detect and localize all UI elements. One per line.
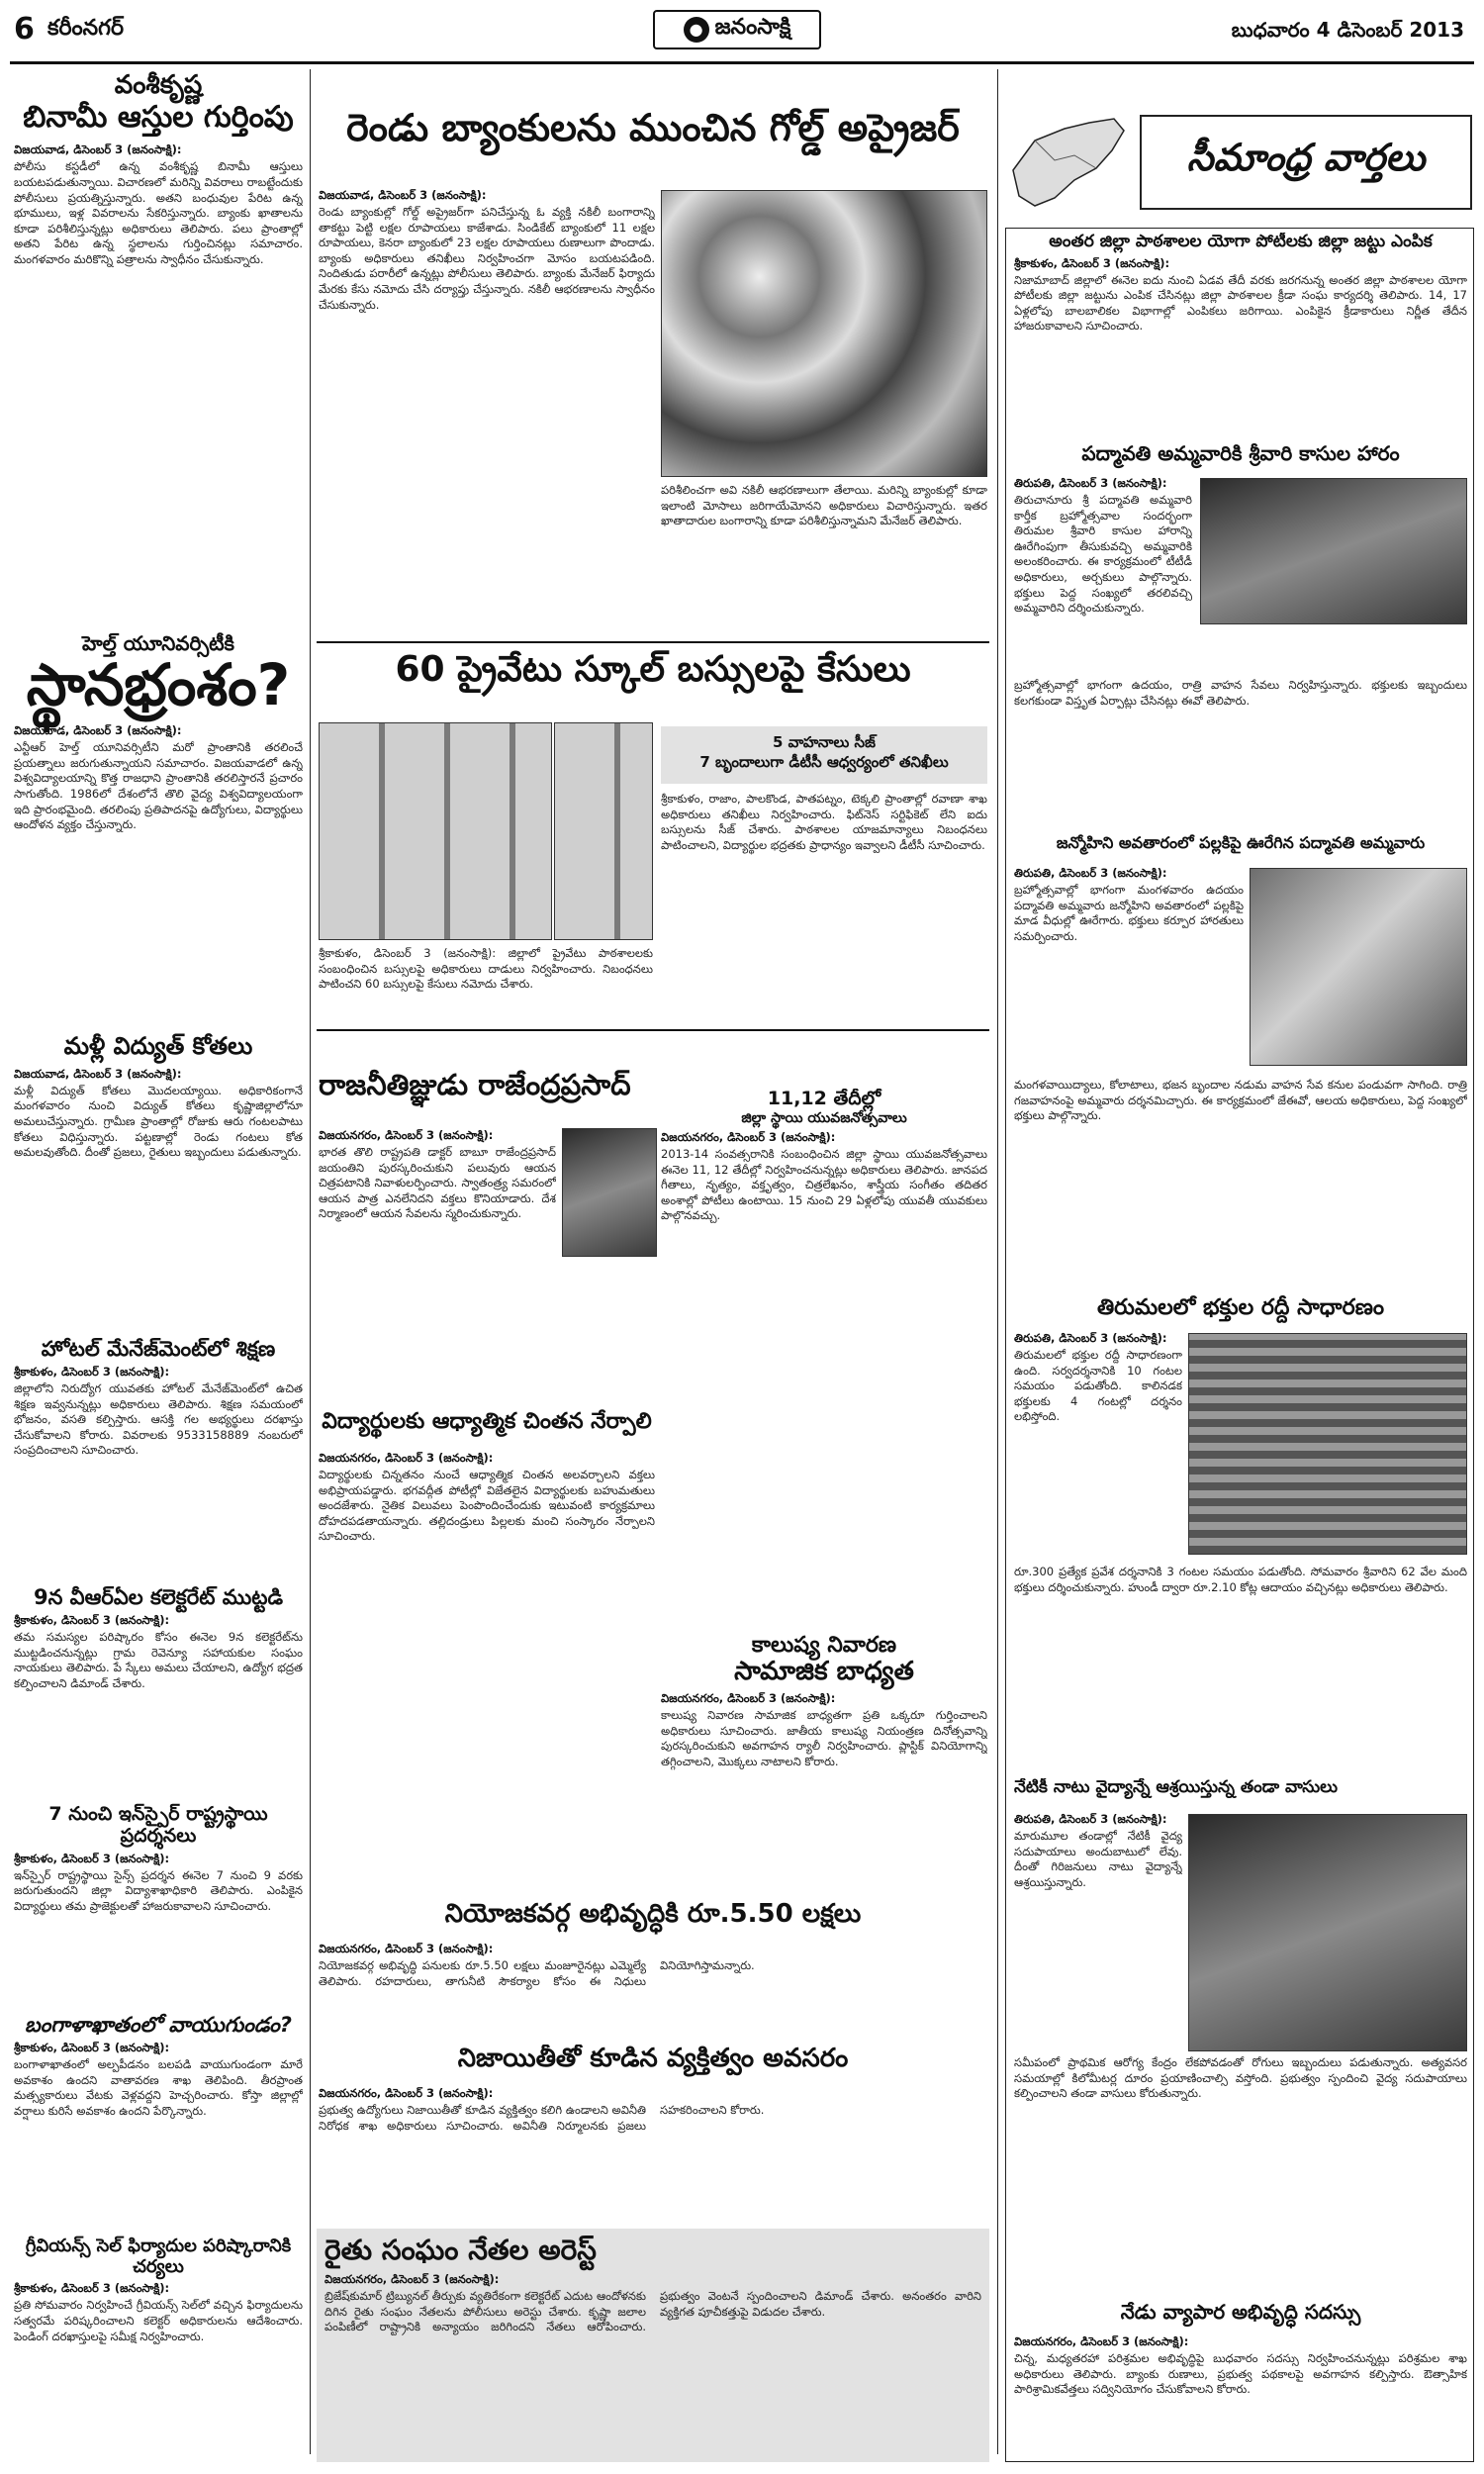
article-body: పరిశీలించగా అవి నకిలీ ఆభరణాలుగా తేలాయి. మరిన్ని బ్యాంకుల్లో కూడా ఇలాంటి మోసాలు జరిగాయేమోనని అధికారులు విచారిస్తున్నారు. ఇతర ఖాతాదారుల బంగారాన్ని కూడా పరిశీలిస్తున్నామని మేనేజర్ తెలిపారు. [661,483,987,528]
spiritual-article [319,1451,655,1886]
article-body: ప్రతి సోమవారం నిర్వహించే గ్రీవియన్స్ సెల్‌లో వచ్చిన ఫిర్యాదులను సత్వరమే పరిష్కరించాలని కలెక్టర్ అధికారులను ఆదేశించారు. పెండింగ్ దరఖాస్తులపై సమీక్ష నిర్వహించారు. [14,2298,303,2343]
headline: రైతు సంఘం నేతల అరెస్ట్ [325,2234,597,2266]
column-divider [997,69,998,2454]
tirumala-article [1014,1331,1182,1561]
article-body: విద్యార్థులకు చిన్నతనం నుంచే ఆధ్యాత్మిక చింతన అలవర్చాలని వక్తలు అభిప్రాయపడ్డారు. భగవద్గీత పోటీల్లో విజేతలైన విద్యార్థులకు బహుమతులు అందజేశారు. నైతిక విలువలు పెంపొందించేందుకు ఇటువంటి కార్యక్రమాలు దోహదపడతాయన్నారు. తల్లిదండ్రులు పిల్లలకు మంచి సంస్కారం నేర్పాలని సూచించారు. [319,1468,655,1544]
section-rule [317,641,989,643]
dateline: విజయవాడ, డిసెంబర్ 3 (జనంసాక్షి): [14,143,182,157]
article-body: ఇన్‌స్పైర్ రాష్ట్రస్థాయి సైన్స్ ప్రదర్శన ఈనెల 7 నుంచి 9 వరకు జరుగుతుందని జిల్లా విద్యాశాఖాధికారి తెలిపారు. ఎంపికైన విద్యార్థులు తమ ప్రాజెక్టులతో హాజరుకావాలని సూచించారు. [14,1867,303,1914]
paper-name: జనంసాక్షి [714,15,791,40]
dateline: శ్రీకాకుళం, డిసెంబర్ 3 (జనంసాక్షి): [14,1613,170,1628]
business-article [1014,2334,1467,2457]
logo-icon: ● [684,17,709,43]
masthead [0,0,1484,61]
column-divider [310,69,311,2454]
seemandhra-news-box [1005,228,1474,2462]
padmavati-article [1014,476,1192,674]
headline: తిరుమలలో భక్తుల రద్దీ సాధారణం [1096,1295,1385,1320]
headline: పద్మావతి అమ్మవారికి శ్రీవారి కాసుల హారం [1081,442,1400,465]
edition-name: కరీంనగర్ [47,16,125,41]
dateline: శ్రీకాకుళం, డిసెంబర్ 3 (జనంసాక్షి): [14,2040,170,2054]
portrait-photo [562,1128,657,1257]
article-body: నిజామాబాద్ జిల్లాలో ఈనెల ఐదు నుంచి ఏడవ తేదీ వరకు జరగనున్న అంతర జిల్లా పాఠశాలల యోగా పోటీలకు జిల్లా జట్టును ఎంపిక చేసినట్లు జిల్లా పాఠశాలల క్రీడా సంఘ కార్యదర్శి తెలిపారు. 14, 17 ఏళ్లలోపు బాలబాలికల విభాగాల్లో ఎంపికలు జరిగాయి. ఎంపికైన క్రీడాకారులు నిర్ణీత తేదీన హాజరుకావాలని సూచించారు. [1014,272,1467,333]
headline-kicker: హెల్త్ యూనివర్సిటీకి [82,631,234,656]
honesty-article [319,2086,987,2215]
state-map-icon [1005,111,1134,214]
dateline: విజయనగరం, డిసెంబర్ 3 (జనంసాక్షి): [319,1451,494,1465]
procession-photo [1250,868,1467,1066]
article-body: బ్రిజేష్‌కుమార్ ట్రిబ్యునల్ తీర్పుకు వ్యతిరేకంగా కలెక్టరేట్ ఎదుట ఆందోళనకు దిగిన రైతు సంఘం నేతలను పోలీసులు అరెస్టు చేశారు. కృష్ణా జలాల పంపిణీలో రాష్ట్రానికి అన్యాయం జరిగిందని నేతలు ఆరోపించారు. ప్రభుత్వం వెంటనే స్పందించాలని డిమాండ్ చేశారు. అనంతరం వారిని వ్యక్తిగత పూచీకత్తుపై విడుదల చేశారు. [325,2289,981,2334]
tanda-article [1014,1812,1182,2049]
article-body: రూ.300 ప్రత్యేక ప్రవేశ దర్శనానికి 3 గంటల సమయం పడుతోంది. సోమవారం శ్రీవారిని 62 వేల మంది భక్తులు దర్శించుకున్నారు. హుండీ ద్వారా రూ.2.10 కోట్ల ఆదాయం వచ్చినట్లు అధికారులు తెలిపారు. [1014,1565,1467,1594]
dateline: విజయనగరం, డిసెంబర్ 3 (జనంసాక్షి): [319,1128,494,1142]
school-bus-photo [554,722,653,940]
article-body: భారత తొలి రాష్ట్రపతి డాక్టర్ బాబూ రాజేంద్రప్రసాద్ జయంతిని పురస్కరించుకుని పలువురు ఆయన చిత్రపటానికి నివాళులర్పించారు. స్వాతంత్ర్య సమరంలో ఆయన పాత్ర ఎనలేనిదని వక్తలు కొనియాడారు. దేశ నిర్మాణంలో ఆయన సేవలను స్మరించుకున్నారు. [319,1145,556,1221]
masthead-rule [10,61,1474,64]
article-body: శ్రీకాకుళం, రాజాం, పాలకొండ, పాతపట్నం, టెక్కలి ప్రాంతాల్లో రవాణా శాఖ అధికారులు తనిఖీలు నిర్వహించారు. ఫిట్‌నెస్ సర్టిఫికెట్ లేని ఐదు బస్సులను సీజ్ చేశారు. పాఠశాలల యాజమాన్యాలు నిబంధనలు పాటించాలని, విద్యార్థుల భద్రతకు ప్రాధాన్యం ఇవ్వాలని డీటీసీ సూచించారు. [661,792,987,852]
dateline: విజయనగరం, డిసెంబర్ 3 (జనంసాక్షి): [319,1942,494,1955]
headline: నియోజకవర్గ అభివృద్ధికి రూ.5.50 లక్షలు [444,1900,862,1929]
article-body: ఎన్టీఆర్ హెల్త్ యూనివర్సిటీని మరో ప్రాంతానికి తరలించే ప్రయత్నాలు జరుగుతున్నాయని సమాచారం. విజయవాడలో ఉన్న విశ్వవిద్యాలయాన్ని కొత్త రాజధాని ప్రాంతానికి తరలిస్తారనే ప్రచారం సాగుతోంది. 1986లో దేశంలోనే తొలి వైద్య విశ్వవిద్యాలయంగా ఇది ప్రారంభమైంది. తరలింపు ప్రతిపాదనపై ఉద్యోగులు, విద్యార్థులు ఆందోళన వ్యక్తం చేస్తున్నారు. [14,740,303,832]
school-bus-photo [319,722,552,940]
headline: విద్యార్థులకు ఆధ్యాత్మిక చింతన నేర్పాలి [322,1409,652,1434]
rajendra-article [319,1128,556,1395]
dateline: విజయవాడ, డిసెంబర్ 3 (జనంసాక్షి): [319,188,487,202]
left-column [14,69,303,2464]
dateline: తిరుపతి, డిసెంబర్ 3 (జనంసాక్షి): [1014,1812,1167,1826]
article-body: మళ్లీ విద్యుత్ కోతలు మొదలయ్యాయి. అధికారికంగానే మంగళవారం నుంచి విద్యుత్ కోతలు కృష్ణాజిల్లాలోనూ అమలుచేస్తున్నారు. గ్రామీణ ప్రాంతాల్లో రోజుకు ఆరు గంటలపాటు కోతలు విధిస్తున్నారు. పట్టణాల్లో రెండు గంటలు కోత అమలవుతోంది. దీంతో ప్రజలు, రైతులు ఇబ్బందులు పడుతున్నారు. [14,1083,303,1160]
headline: సామాజిక బాధ్యత [734,1657,914,1687]
article-body: పోలీసు కస్టడీలో ఉన్న వంశీకృష్ణ బినామీ ఆస్తులు బయటపడుతున్నాయి. విచారణలో మరిన్ని వివరాలు రాబట్టేందుకు పోలీసులు ప్రయత్నిస్తున్నారు. అతని బంధువుల పేరిట ఉన్న భూములు, ఇళ్ల వివరాలను సేకరిస్తున్నారు. బ్యాంకు ఖాతాలను కూడా పరిశీలిస్తున్నట్లు అధికారులు తెలిపారు. పలు ప్రాంతాల్లో అతని పేరిట ఉన్న స్థలాలను గుర్తించినట్లు సమాచారం. మంగళవారం మరికొన్ని పత్రాలను స్వాధీనం చేసుకున్నారు. [14,159,303,266]
section-banner [1005,111,1474,220]
dateline: శ్రీకాకుళం, డిసెంబర్ 3 (జనంసాక్షి): [14,1851,170,1865]
headline: 9న వీఆర్ఏల కలెక్టరేట్ ముట్టడి [34,1585,283,1610]
headline: గ్రీవియన్స్ సెల్ ఫిర్యాదుల పరిష్కారానికి చర్యలు [25,2235,292,2277]
article-body: కాలుష్య నివారణ సామాజిక బాధ్యతగా ప్రతి ఒక్కరూ గుర్తించాలని అధికారులు సూచించారు. జాతీయ కాలుష్య నియంత్రణ దినోత్సవాన్ని పురస్కరించుకుని అవగాహన ర్యాలీ నిర్వహించారు. ప్లాస్టిక్ వినియోగాన్ని తగ్గించాలని, మొక్కలు నాటాలని కోరారు. [661,1708,987,1768]
article-body: మంగళవాయిద్యాలు, కోలాటాలు, భజన బృందాల నడుమ వాహన సేవ కనుల పండువగా సాగింది. రాత్రి గజవాహనంపై అమ్మవారు దర్శనమిచ్చారు. ఈ కార్యక్రమంలో జేఈవో, ఆలయ అధికారులు, పెద్ద సంఖ్యలో భక్తులు పాల్గొన్నారు. [1014,1078,1467,1123]
article-body: ప్రభుత్వ ఉద్యోగులు నిజాయితీతో కూడిన వ్యక్తిత్వం కలిగి ఉండాలని అవినీతి నిరోధక శాఖ అధికారులు సూచించారు. అవినీతి నిర్మూలనకు ప్రజలు సహకరించాలని కోరారు. [319,2103,765,2133]
lead-article [319,188,655,633]
article-body: చిన్న, మధ్యతరహా పరిశ్రమల అభివృద్ధిపై బుధవారం సదస్సు నిర్వహించనున్నట్లు పరిశ్రమల శాఖ అధికారులు తెలిపారు. బ్యాంకు రుణాలు, ప్రభుత్వ పథకాలపై అవగాహన కల్పిస్తారు. ఔత్సాహిక పారిశ్రామికవేత్తలు సద్వినియోగం చేసుకోవాలని కోరారు. [1014,2351,1467,2397]
article-body: తిరుచానూరు శ్రీ పద్మావతి అమ్మవారి కార్తీక బ్రహ్మోత్సవాల సందర్భంగా తిరుమల శ్రీవారి కాసుల హారాన్ని ఊరేగింపుగా తీసుకువచ్చి అమ్మవారికి అలంకరించారు. ఈ కార్యక్రమంలో టీటీడీ అధికారులు, అర్చకులు పాల్గొన్నారు. భక్తులు పెద్ద సంఖ్యలో తరలివచ్చి అమ్మవారిని దర్శించుకున్నారు. [1014,493,1192,616]
article-body: రెండు బ్యాంకుల్లో గోల్డ్ అప్రైజర్‌గా పనిచేస్తున్న ఓ వ్యక్తి నకిలీ బంగారాన్ని తాకట్టు పెట్టి లక్షల రూపాయలు కాజేశాడు. సిండికేట్ బ్యాంకులో 11 లక్షల రూపాయలు, కెనరా బ్యాంకులో 23 లక్షల రూపాయలు రుణాలుగా పొందాడు. బ్యాంకు అధికారులు తనిఖీలు నిర్వహించగా మోసం బయటపడింది. నిందితుడు పరారీలో ఉన్నట్లు పోలీసులు తెలిపారు. బ్యాంకు మేనేజర్ ఫిర్యాదు మేరకు కేసు నమోదు చేసి దర్యాప్తు చేస్తున్నారు. నకిలీ ఆభరణాలను స్వాధీనం చేసుకున్నారు. [319,205,655,312]
ceremony-photo [1200,478,1467,624]
headline: నిజాయితీతో కూడిన వ్యక్తిత్వం అవసరం [457,2045,849,2073]
festival-article [661,1089,987,1415]
newspaper-logo [653,10,821,49]
subhead-box [661,726,987,784]
article-body: తమ సమస్యల పరిష్కారం కోసం ఈనెల 9న కలెక్టరేట్‌ను ముట్టడించనున్నట్లు గ్రామ రెవెన్యూ సహాయకుల సంఘం నాయకులు తెలిపారు. పే స్కేలు అమలు చేయాలని, ఉద్యోగ భద్రత కల్పించాలని డిమాండ్ చేశారు. [14,1630,303,1690]
constituency-article [319,1942,987,2041]
article-body: బ్రహ్మోత్సవాల్లో భాగంగా మంగళవారం ఉదయం పద్మావతి అమ్మవారు జన్మోహిని అవతారంలో పల్లకిపై మాడ వీధుల్లో ఊరేగారు. భక్తులు కర్పూర హారతులు సమర్పించారు. [1014,883,1244,943]
devotees-queue-photo [1188,1333,1467,1555]
headline: బినామీ ఆస్తుల గుర్తింపు [23,99,294,135]
dateline: విజయనగరం, డిసెంబర్ 3 (జనంసాక్షి): [661,1129,836,1144]
gold-jewellery-photo [661,190,987,477]
pollution-article [661,1425,987,1940]
dateline: విజయనగరం, డిసెంబర్ 3 (జనంసాక్షి): [325,2272,500,2287]
headline: స్థానభ్రంశం? [26,651,291,719]
headline: మళ్లీ విద్యుత్ కోతలు [63,1032,253,1061]
dateline: తిరుపతి, డిసెంబర్ 3 (జనంసాక్షి): [1014,866,1167,880]
farmers-article [317,2229,989,2462]
headline: నేడు వ్యాపార అభివృద్ధి సదస్సు [1120,2301,1361,2324]
article-body: మారుమూల తండాల్లో నేటికీ వైద్య సదుపాయాలు అందుబాటులో లేవు. దీంతో గిరిజనులు నాటు వైద్యాన్నే ఆశ్రయిస్తున్నారు. [1014,1829,1182,1889]
article-body: తిరుమలలో భక్తుల రద్దీ సాధారణంగా ఉంది. సర్వదర్శనానికి 10 గంటల సమయం పడుతోంది. కాలినడక భక్తులకు 4 గంటల్లో దర్శనం లభిస్తోంది. [1014,1348,1182,1424]
janmashtami-article [1014,866,1244,1074]
subhead: 7 బృందాలుగా డీటీసీ ఆధ్వర్యంలో తనిఖీలు [699,753,949,772]
dateline: విజయవాడ, డిసెంబర్ 3 (జనంసాక్షి): [14,1066,182,1081]
article-body: 2013-14 సంవత్సరానికి సంబంధించిన జిల్లా స్థాయి యువజనోత్సవాలు ఈనెల 11, 12 తేదీల్లో నిర్వహించనున్నట్లు అధికారులు తెలిపారు. జానపద గీతాలు, నృత్యం, వక్తృత్వం, చిత్రలేఖనం, శాస్త్రీయ సంగీతం తదితర అంశాల్లో పోటీలు ఉంటాయి. 15 నుంచి 29 ఏళ్లలోపు యువతీ యువకులు పాల్గొనవచ్చు. [661,1146,987,1223]
article-body: నియోజకవర్గ అభివృద్ధి పనులకు రూ.5.50 లక్షలు మంజూరైనట్లు ఎమ్మెల్యే తెలిపారు. రహదారులు, తాగునీటి సౌకర్యాల కోసం ఈ నిధులు వినియోగిస్తామన్నారు. [319,1958,755,1988]
dateline: విజయవాడ, డిసెంబర్ 3 (జనంసాక్షి): [14,723,182,738]
lead-headline: రెండు బ్యాంకులను ముంచిన గోల్డ్ అప్రైజర్ [346,107,960,149]
dateline: విజయనగరం, డిసెంబర్ 3 (జనంసాక్షి): [661,1691,836,1706]
headline: అంతర జిల్లా పాఠశాలల యోగా పోటీలకు జిల్లా జట్టు ఎంపిక [1049,233,1433,251]
article-body: సమీపంలో ప్రాథమిక ఆరోగ్య కేంద్రం లేకపోవడంతో రోగులు ఇబ్బందులు పడుతున్నారు. అత్యవసర సమయాల్లో కిలోమీటర్ల దూరం ప్రయాణించాల్సి వస్తోంది. ప్రభుత్వం స్పందించి వైద్య సదుపాయాలు కల్పించాలని తండా వాసులు కోరుతున్నారు. [1014,2055,1467,2101]
headline: కాలుష్య నివారణ [751,1633,897,1658]
headline: 11,12 తేదీల్లో [767,1089,881,1109]
headline: హోటల్ మేనేజ్‌మెంట్‌లో శిక్షణ [41,1336,276,1361]
photo-caption: శ్రీకాకుళం, డిసెంబర్ 3 (జనంసాక్షి): జిల్లాలో ప్రైవేటు పాఠశాలలకు సంబంధించిన బస్సులపై అధికారులు దాడులు నిర్వహించారు. నిబంధనలు పాటించని 60 బస్సులపై కేసులు నమోదు చేశారు. [319,946,653,992]
article-body: జిల్లాలోని నిరుద్యోగ యువతకు హోటల్ మేనేజ్‌మెంట్‌లో ఉచిత శిక్షణ ఇవ్వనున్నట్లు అధికారులు తెలిపారు. శిక్షణ సమయంలో భోజనం, వసతి కల్పిస్తారు. ఆసక్తి గల అభ్యర్థులు దరఖాస్తు చేసుకోవాలని కోరారు. వివరాలకు 9533158889 నంబరులో సంప్రదించాలని సూచించారు. [14,1381,303,1458]
headline: 7 నుంచి ఇన్‌స్పైర్ రాష్ట్రస్థాయి ప్రదర్శనలు [48,1803,268,1847]
section-rule [317,1029,989,1031]
section-title: సీమాంధ్ర వార్తలు [1140,115,1472,210]
dateline: విజయనగరం, డిసెంబర్ 3 (జనంసాక్షి): [319,2086,494,2100]
issue-date: బుధవారం 4 డిసెంబర్ 2013 [1231,18,1464,42]
dateline: విజయనగరం, డిసెంబర్ 3 (జనంసాక్షి): [1014,2334,1189,2348]
tanda-photo [1188,1814,1467,2051]
yoga-article [1014,233,1467,430]
headline: బంగాళాఖాతంలో వాయుగుండం? [25,2012,292,2037]
page-number: 6 [14,12,35,47]
subhead: 5 వాహనాలు సీజ్ [772,733,877,751]
dateline: శ్రీకాకుళం, డిసెంబర్ 3 (జనంసాక్షి): [14,1365,170,1380]
dateline: తిరుపతి, డిసెంబర్ 3 (జనంసాక్షి): [1014,1331,1167,1345]
headline-kicker: వంశీకృష్ణ [114,70,203,100]
article-body: బంగాళాఖాతంలో అల్పపీడనం బలపడి వాయుగుండంగా మారే అవకాశం ఉందని వాతావరణ శాఖ తెలిపింది. తీరప్రాంత మత్స్యకారులు వేటకు వెళ్లవద్దని హెచ్చరించారు. కోస్తా జిల్లాల్లో వర్షాలు కురిసే అవకాశం ఉందని పేర్కొన్నారు. [14,2056,303,2118]
dateline: శ్రీకాకుళం, డిసెంబర్ 3 (జనంసాక్షి): [14,2281,170,2296]
headline: రాజనీతిజ్ఞుడు రాజేంద్రప్రసాద్ [319,1069,631,1101]
headline: నేటికీ నాటు వైద్యాన్నే ఆశ్రయిస్తున్న తండా వాసులు [1014,1778,1339,1797]
headline: జన్మోహిని అవతారంలో పల్లకిపై ఊరేగిన పద్మావతి అమ్మవారు [1056,834,1426,852]
dateline: శ్రీకాకుళం, డిసెంబర్ 3 (జనంసాక్షి): [1014,255,1170,270]
article-body: బ్రహ్మోత్సవాల్లో భాగంగా ఉదయం, రాత్రి వాహన సేవలు నిర్వహిస్తున్నారు. భక్తులకు ఇబ్బందులు కలగకుండా విస్తృత ఏర్పాట్లు చేసినట్లు ఈవో తెలిపారు. [1014,678,1467,708]
headline: జిల్లా స్థాయి యువజనోత్సవాలు [741,1109,907,1126]
dateline: తిరుపతి, డిసెంబర్ 3 (జనంసాక్షి): [1014,476,1167,490]
headline: 60 ప్రైవేటు స్కూల్ బస్సులపై కేసులు [395,649,911,690]
